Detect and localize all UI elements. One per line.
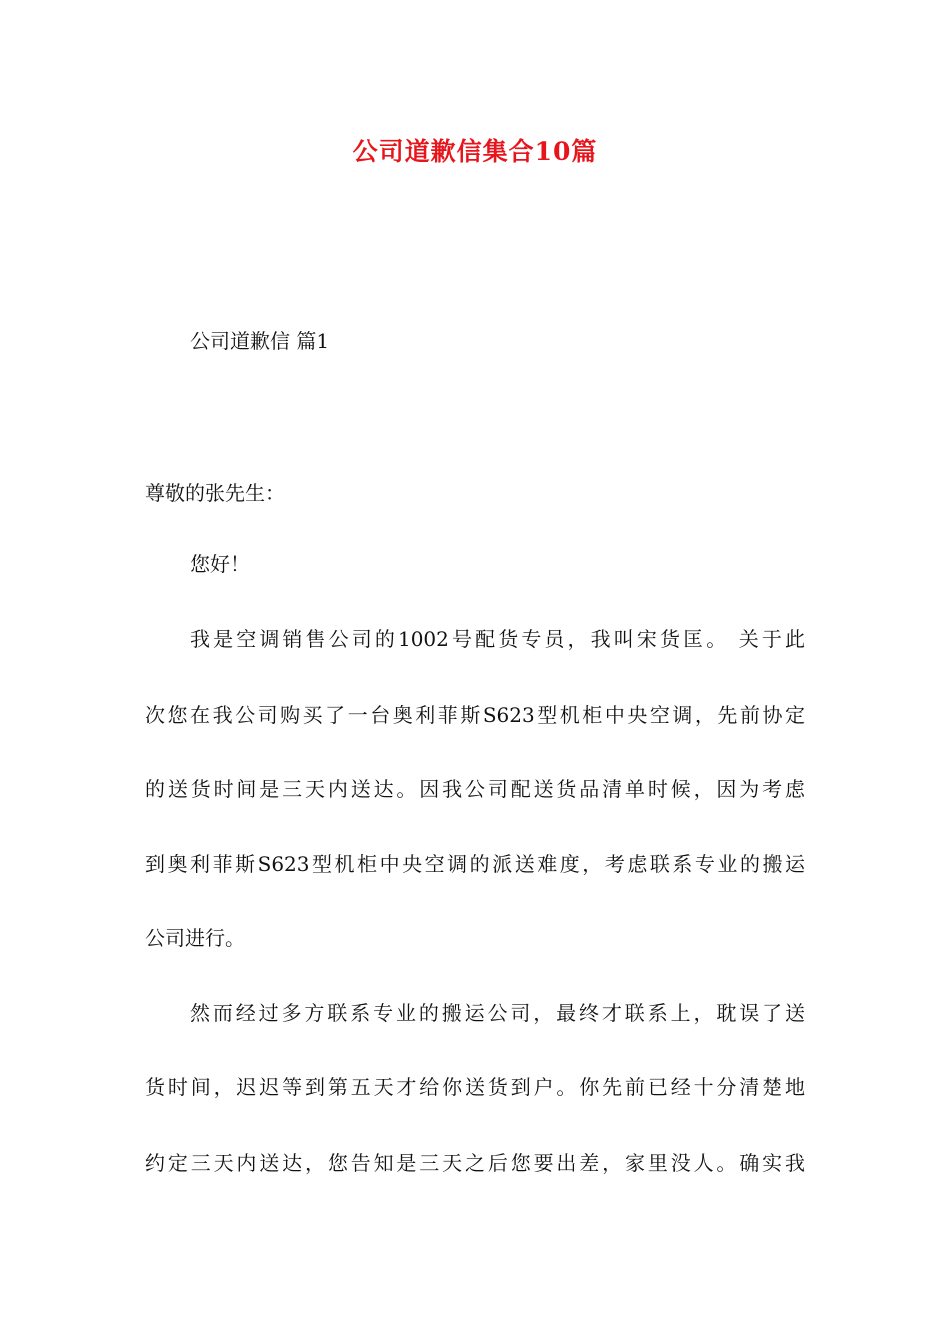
paragraph-1-line-4: 到奥利菲斯S623型机柜中央空调的派送难度，考虑联系专业的搬运: [145, 852, 805, 876]
paragraph-1-line-2: 次您在我公司购买了一台奥利菲斯S623型机柜中央空调，先前协定: [145, 703, 805, 727]
paragraph-2-line-1: 然而经过多方联系专业的搬运公司，最终才联系上，耽误了送: [190, 1001, 805, 1025]
paragraph-2-line-3: 约定三天内送达，您告知是三天之后您要出差，家里没人。确实我: [145, 1151, 805, 1175]
greeting: 您好！: [190, 552, 250, 576]
section-heading: 公司道歉信 篇1: [190, 329, 330, 353]
paragraph-1-line-5: 公司进行。: [145, 926, 245, 950]
paragraph-1-line-3: 的送货时间是三天内送达。因我公司配送货品清单时候，因为考虑: [145, 777, 805, 801]
paragraph-1-line-1: 我是空调销售公司的1002号配货专员，我叫宋货匡。 关于此: [190, 627, 805, 651]
paragraph-2-line-2: 货时间，迟迟等到第五天才给你送货到户。你先前已经十分清楚地: [145, 1075, 805, 1099]
salutation: 尊敬的张先生：: [145, 481, 285, 505]
document-title: 公司道歉信集合10篇: [352, 137, 598, 166]
